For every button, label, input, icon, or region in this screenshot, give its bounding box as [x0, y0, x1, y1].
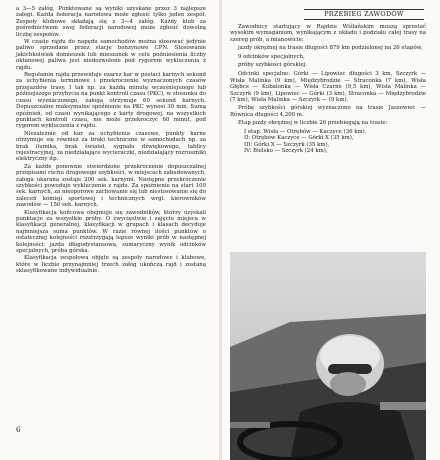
paragraph: Klasyfikacja końcowa obejmuje się zawodników, którzy uzyskali punktacje za wszystkie próby. O zwycięstwie i zajęciu miejsca w klasyfikacji generalnej, klasyfikacji w grupach i klasach decyduje najmniejsza suma punktów. W razie równej ilości punktów o ostatecznej kolejności rozstrzygają lepsze wyniki prób w następnej kolejności: jazda długodystansowa, sumaryczny wynik odcinków specjalnych, próba górska.: [16, 209, 206, 255]
paragraph: Niezależnie od kar za uchybienia czasowe, punkty karne otrzymuje się również za braki techniczne w samochodach np. za brak ilumika, brak świateł, sygnału dźwiękowego, tablicy rejestracyjnej, za niedziałające wycieraczki, niedziałający rozruszniki elektryczny itp.: [16, 130, 206, 163]
left-page: [0, 0, 219, 460]
paragraph: a 3—5 załóg. Punktowane są wyniki uzyskane przez 3 najlepsze załogi. Każda federacja narodowa może zgłosić tylko jeden zespół. Zespoły klubowe składają się z 3—4 załóg. Każdy klub za pośrednictwem swej federacji narodowej może zgłosić dowolną liczbę zespołów.: [16, 6, 206, 38]
rally-driver-photo: [230, 252, 426, 460]
paragraph: Zawodnicy startujący w Rajdzie Wiślańskim muszą sprostać wysokim wymaganiom, wynikającym z układu i podziału całej trasy na szereg prób, a mianowicie:: [230, 24, 426, 43]
paragraph: W czasie rajdu do napędu samochodów można stosować jedynie paliwo sprzedane przez stacje benzynowe CPN. Stosowanie jakichkolwiek domieszek lub mieszanek w celu podniesienia liczby oktanowej paliwa jest niedozwolone pod rygorem wykluczenia z rajdu.: [16, 39, 206, 71]
paragraph: Próbę szybkości górskiej wyznaczono na trasie Jaszowiec — Równica długości 4,200 m.: [230, 105, 426, 118]
stage-item: III: Górki X — Szczyrk (35 km),: [244, 141, 330, 148]
paragraph: jazdy okrężnej na trasie długości 879 km podzielonej na 26 etapów,: [238, 45, 423, 52]
right-page-text: [230, 24, 426, 154]
stage-item: II: Otrębów Kaczyce — Górki X (35 km),: [244, 135, 354, 142]
stage-item: I etap. Wisła — Otrębów — Kaczyce (36 km),: [244, 128, 367, 135]
paragraph: Za każde ponownie stwierdzone przekroczenie dopuszczalnej przepisami ruchu drogowego szybkości, w miejscach zabudowanych, załoga ukarana zostaje 200 sek. karnymi. Następne przekroczenie szybkości powoduje wykluczenie z rajdu. Za spóźnienie na start 100 sek. karnych, za nieoporowe zachowanie się lub niestosowanie się do zaleceń komisji sportowej i technicznych wrgl. kierowników zawodów — 150 sek. karnych.: [16, 163, 206, 209]
paragraph: 9 odcinków specjalnych,: [238, 53, 305, 60]
stage-item: IV: Bielsko — Szczyrk (24 km),: [244, 147, 328, 154]
right-page: [222, 0, 440, 460]
section-heading: PRZEBIEG ZAWODÓW: [304, 9, 424, 20]
paragraph: Odcinki specjalne: Górki — Lipowiec długości 3 km, Szczyrk — Wisła Malinka (9 km), Międzybrodzie — Straconka (7 km), Wisła Głębce — Kubalonka — Wisła Czarne (9,5 km), Wisła Malinka — Szczyrk (9 km), Lipowiec — Górki (3 km), Straconka — Międzybrodzie (7 km), Wisła Malinka — Szczyrk — (9 km).: [230, 71, 426, 104]
page-number: 6: [16, 426, 21, 434]
paragraph: Klasyfikacja zespołowa objęte są zespoły narodowe i klubowe, które w liczbie przynajmniej trzech załóg ukończą rajd i zostaną sklasyfikowane indywidualnie.: [16, 255, 206, 275]
paragraph: Etap jazdy okrężnej w liczbie 26 przebiegają na trasie:: [238, 120, 388, 127]
paragraph: próby szybkości górskiej.: [238, 62, 307, 69]
left-page-text: [16, 6, 206, 276]
paragraph: Regulamin rajdu przewiduje ezarez kar w postaci karnych sekund za uchybienia terminowe i przekroczenie wyznaczonych czasów przejazdów trasy. I tak np. za każdą minutę wcześniejszego lub późniejszego przybycia na punkt kontroli czasu (PKC), w stosunku do czasu wyznaczonego, załoga otrzymuje 60 sekund karnych. Dopuszczalne maksymalne spóźnienie na PKC wynosi 30 min. Sumą opóźnień, od czasu wynikającego z karty drogowej, na wszystkich punktach kontroli czasu, nie może przekroczyć 60 minut, pod rygorem wykluczenia z rajdu.: [16, 72, 206, 130]
